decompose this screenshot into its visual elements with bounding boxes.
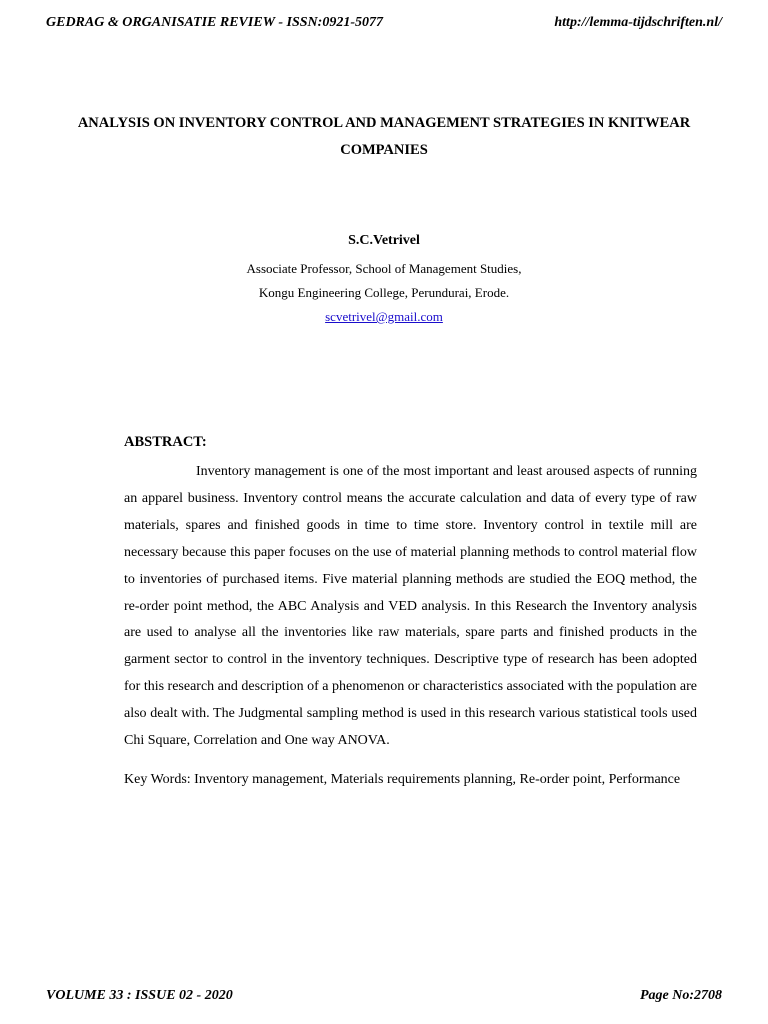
abstract-body: Inventory management is one of the most important and least aroused aspects of running an apparel business. Inventory control means the accurate calculation and data of every type of raw materials, spares and finished goods in time to time store. Inventory control in textile mill are necessary because this paper focuses on the use of material planning methods to control material flow to inventories of purchased items. Five material planning methods are studied the EOQ method, the re-order point method, the ABC Analysis and VED analysis. In this Research the Inventory analysis are used to analyse all the inventories like raw materials, spare parts and finished products in the garment sector to control in the inventory techniques. Descriptive type of research has been adopted for this research and description of a phenomenon or characteristics associated with the population are also dealt with. The Judgmental sampling method is used in this research various statistical tools used Chi Square, Correlation and One way ANOVA. bbox=[124, 464, 698, 749]
running-header bbox=[46, 15, 722, 31]
author-affiliation-line-1: Associate Professor, School of Management Studies, bbox=[246, 261, 522, 276]
author-name: S.C.Vetrivel bbox=[348, 233, 420, 248]
volume-issue: VOLUME 33 : ISSUE 02 - 2020 bbox=[46, 988, 233, 1003]
journal-url: http://lemma-tijdschriften.nl/ bbox=[554, 15, 722, 30]
keywords: Key Words: Inventory management, Materials requirements planning, Re-order point, Performance bbox=[124, 772, 681, 787]
page-number: Page No:2708 bbox=[639, 988, 722, 1003]
paper-title: ANALYSIS ON INVENTORY CONTROL AND MANAGEMENT STRATEGIES IN KNITWEAR COMPANIES bbox=[77, 115, 691, 158]
abstract-heading: ABSTRACT: bbox=[124, 434, 207, 450]
running-footer bbox=[46, 988, 722, 1004]
author-affiliation-line-2: Kongu Engineering College, Perundurai, Erode. bbox=[258, 285, 510, 300]
author-block bbox=[0, 232, 768, 329]
author-email-link[interactable]: scvetrivel@gmail.com bbox=[325, 309, 443, 324]
journal-name: GEDRAG & ORGANISATIE REVIEW - ISSN:0921-5077 bbox=[46, 15, 383, 30]
